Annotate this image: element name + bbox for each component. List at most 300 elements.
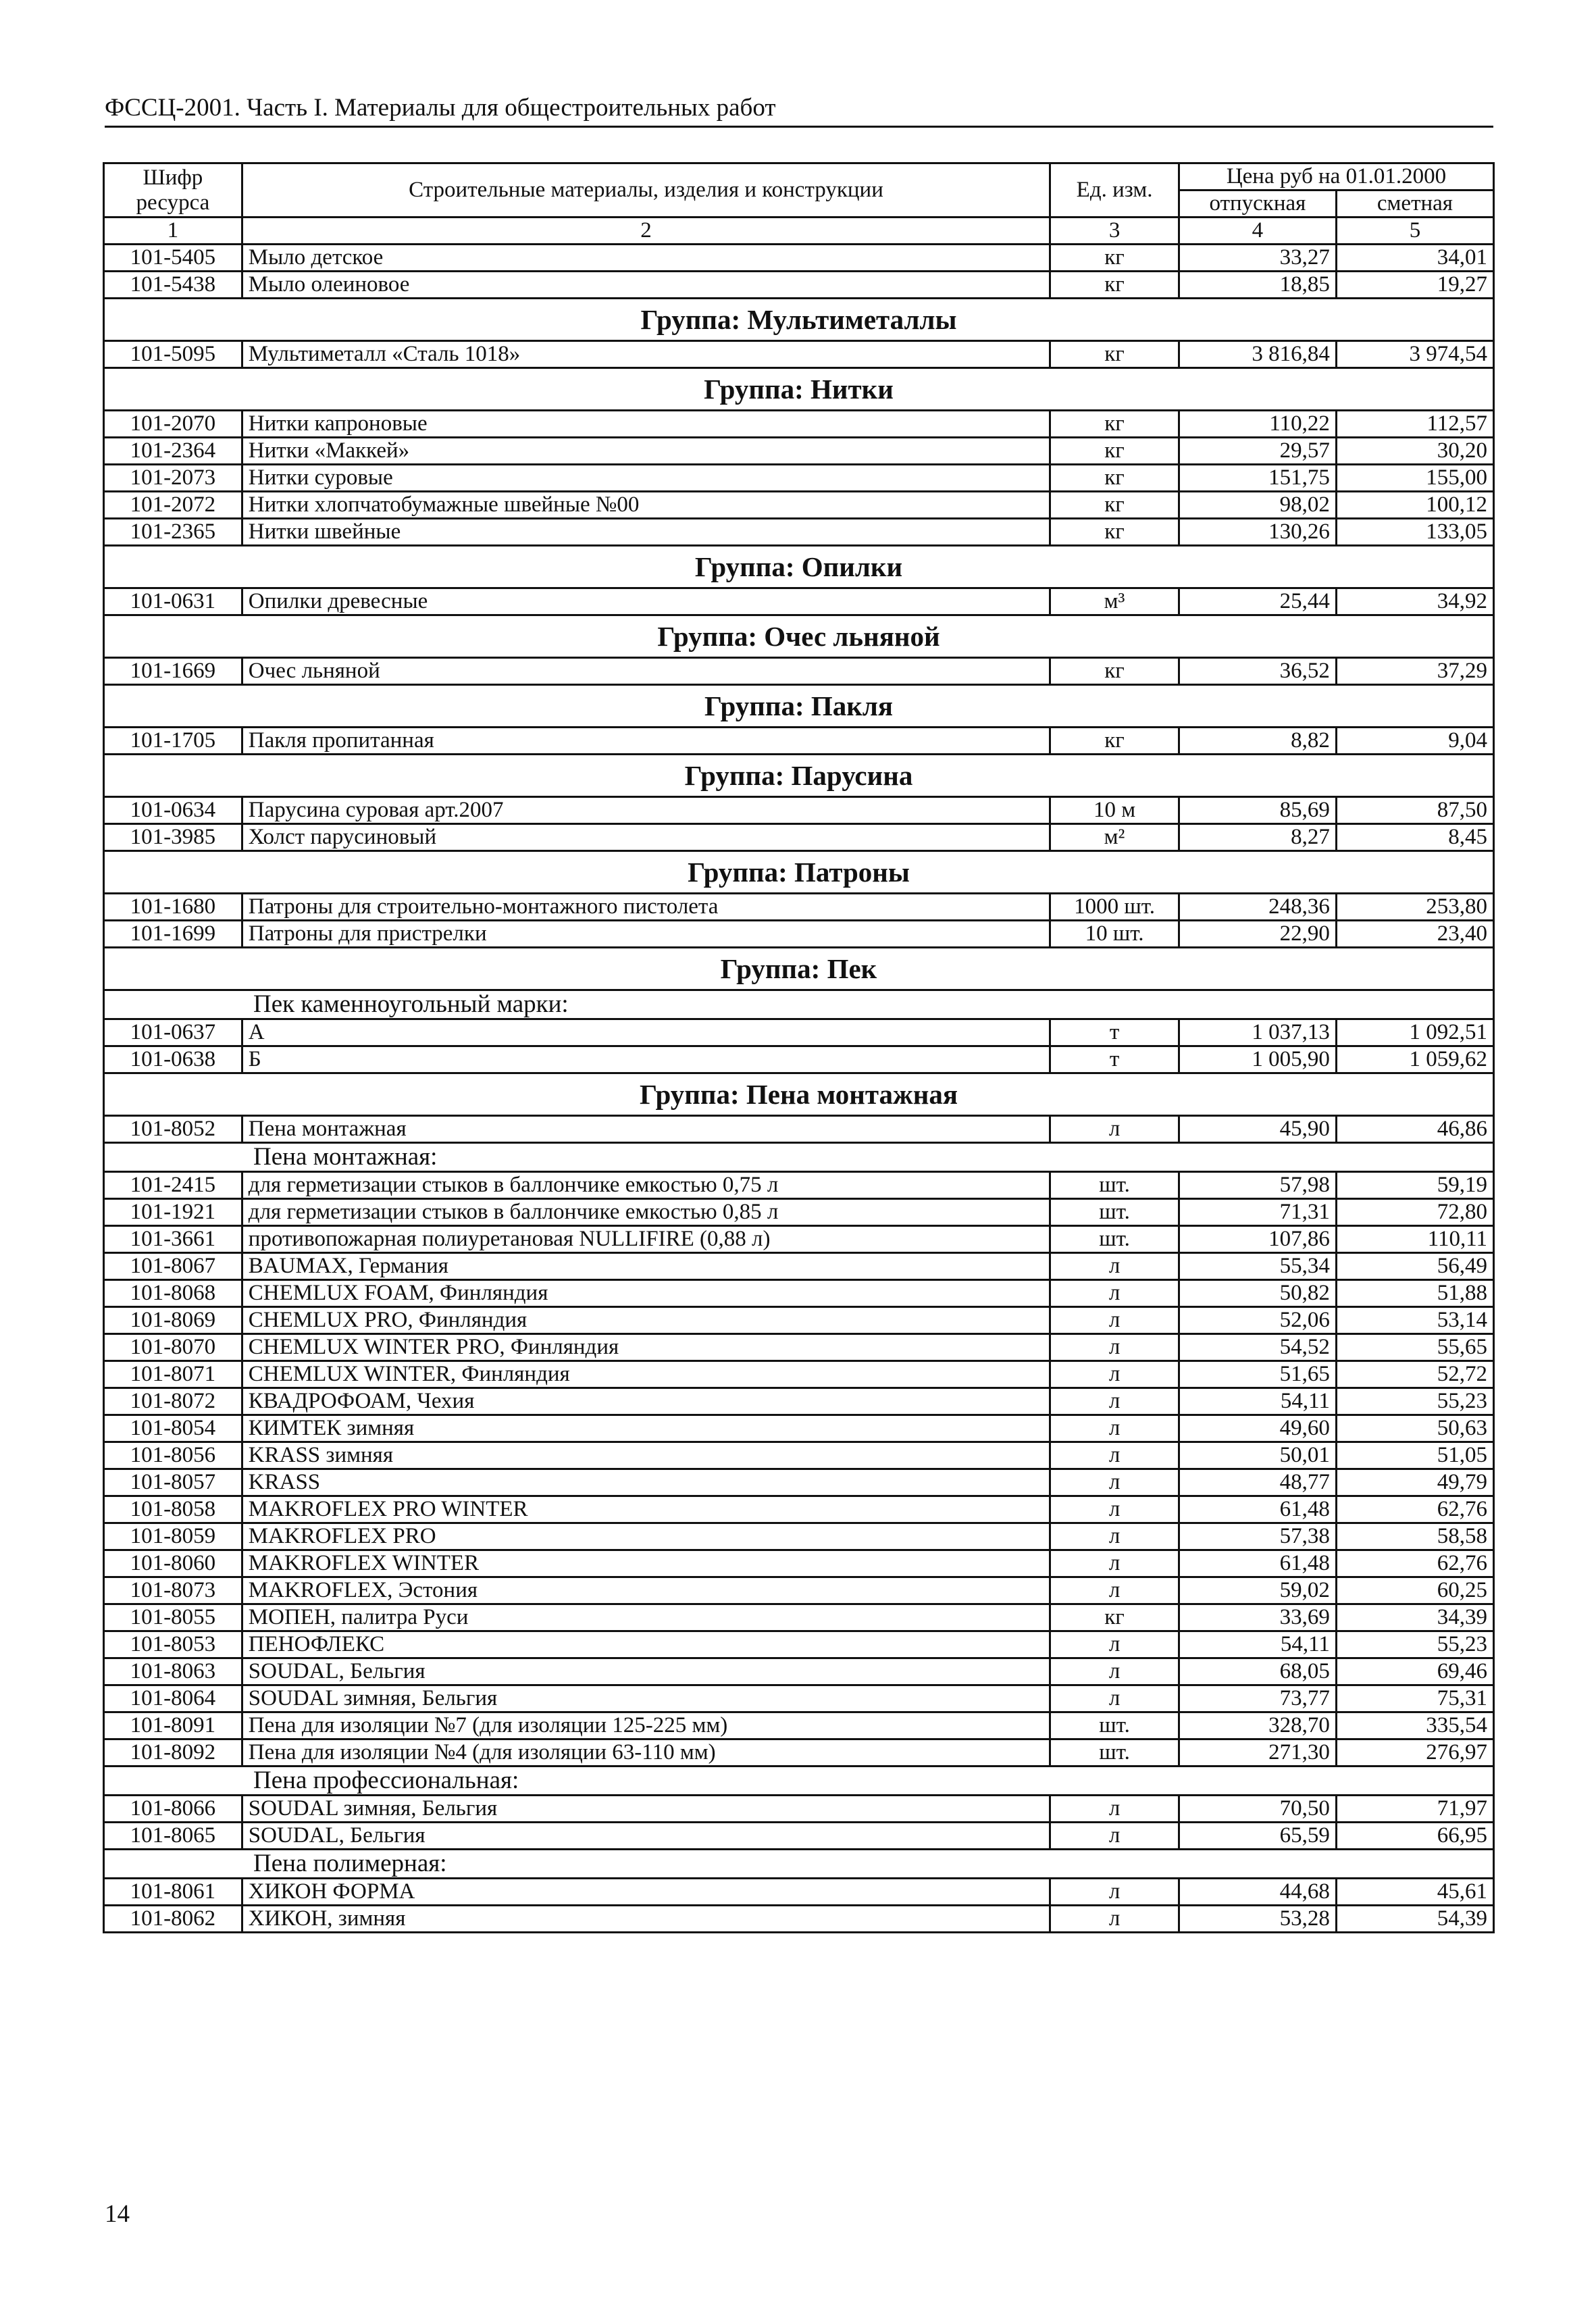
resource-code: 101-0637 <box>104 1019 242 1046</box>
table-row <box>104 894 1494 921</box>
resource-code: 101-1705 <box>104 728 242 755</box>
table-row <box>104 1550 1494 1577</box>
estimate-price: 87,50 <box>1336 797 1493 824</box>
estimate-price: 8,45 <box>1336 824 1493 851</box>
unit: л <box>1050 1361 1179 1388</box>
resource-code: 101-8052 <box>104 1116 242 1143</box>
unit: л <box>1050 1658 1179 1685</box>
material-name: Пена для изоляции №4 (для изоляции 63-110 мм) <box>242 1739 1050 1766</box>
material-name: Б <box>242 1046 1050 1073</box>
material-name: Парусина суровая арт.2007 <box>242 797 1050 824</box>
estimate-price: 59,19 <box>1336 1172 1493 1199</box>
wholesale-price: 48,77 <box>1179 1469 1336 1496</box>
resource-code: 101-8092 <box>104 1739 242 1766</box>
material-name: А <box>242 1019 1050 1046</box>
wholesale-price: 61,48 <box>1179 1496 1336 1523</box>
unit: кг <box>1050 492 1179 519</box>
unit: 10 шт. <box>1050 921 1179 948</box>
estimate-price: 71,97 <box>1336 1796 1493 1823</box>
resource-code: 101-2365 <box>104 519 242 546</box>
table-row <box>104 1496 1494 1523</box>
group-heading-row <box>104 755 1494 797</box>
page-header: ФССЦ-2001. Часть I. Материалы для общестроительных работ <box>105 93 1493 128</box>
estimate-price: 53,14 <box>1336 1307 1493 1334</box>
estimate-price: 19,27 <box>1336 272 1493 299</box>
wholesale-price: 49,60 <box>1179 1415 1336 1442</box>
resource-code: 101-8068 <box>104 1280 242 1307</box>
estimate-price: 55,23 <box>1336 1388 1493 1415</box>
wholesale-price: 8,27 <box>1179 824 1336 851</box>
group-heading: Группа: Мультиметаллы <box>104 299 1494 341</box>
unit: кг <box>1050 519 1179 546</box>
col-header-price: Цена руб на 01.01.2000 <box>1179 163 1493 190</box>
estimate-price: 49,79 <box>1336 1469 1493 1496</box>
wholesale-price: 328,70 <box>1179 1712 1336 1739</box>
unit: кг <box>1050 272 1179 299</box>
table-row <box>104 824 1494 851</box>
estimate-price: 1 059,62 <box>1336 1046 1493 1073</box>
wholesale-price: 50,82 <box>1179 1280 1336 1307</box>
group-heading-row <box>104 299 1494 341</box>
wholesale-price: 68,05 <box>1179 1658 1336 1685</box>
estimate-price: 133,05 <box>1336 519 1493 546</box>
col-number: 4 <box>1179 218 1336 245</box>
group-heading-row <box>104 368 1494 411</box>
unit: л <box>1050 1906 1179 1933</box>
table-body <box>104 245 1494 1933</box>
col-header-wholesale: отпускная <box>1179 190 1336 218</box>
material-name: для герметизации стыков в баллончике емкостью 0,75 л <box>242 1172 1050 1199</box>
wholesale-price: 54,52 <box>1179 1334 1336 1361</box>
table-row <box>104 465 1494 492</box>
table-row <box>104 1577 1494 1604</box>
material-name: Мыло детское <box>242 245 1050 272</box>
group-heading: Группа: Пакля <box>104 685 1494 728</box>
estimate-price: 52,72 <box>1336 1361 1493 1388</box>
page-number: 14 <box>105 2200 130 2228</box>
estimate-price: 112,57 <box>1336 411 1493 438</box>
wholesale-price: 52,06 <box>1179 1307 1336 1334</box>
estimate-price: 54,39 <box>1336 1906 1493 1933</box>
table-row <box>104 1307 1494 1334</box>
resource-code: 101-8054 <box>104 1415 242 1442</box>
material-name: SOUDAL зимняя, Бельгия <box>242 1796 1050 1823</box>
table-row <box>104 1796 1494 1823</box>
estimate-price: 58,58 <box>1336 1523 1493 1550</box>
wholesale-price: 248,36 <box>1179 894 1336 921</box>
resource-code: 101-5405 <box>104 245 242 272</box>
table-row <box>104 1199 1494 1226</box>
wholesale-price: 50,01 <box>1179 1442 1336 1469</box>
estimate-price: 66,95 <box>1336 1823 1493 1850</box>
material-name: Мультиметалл «Сталь 1018» <box>242 341 1050 368</box>
wholesale-price: 25,44 <box>1179 588 1336 615</box>
estimate-price: 34,92 <box>1336 588 1493 615</box>
material-name: CHEMLUX FOAM, Финляндия <box>242 1280 1050 1307</box>
estimate-price: 37,29 <box>1336 658 1493 685</box>
unit: кг <box>1050 438 1179 465</box>
table-row <box>104 1469 1494 1496</box>
wholesale-price: 51,65 <box>1179 1361 1336 1388</box>
resource-code: 101-0634 <box>104 797 242 824</box>
table-row <box>104 1019 1494 1046</box>
estimate-price: 72,80 <box>1336 1199 1493 1226</box>
col-header-code: Шифр ресурса <box>104 163 242 218</box>
resource-code: 101-8091 <box>104 1712 242 1739</box>
resource-code: 101-0638 <box>104 1046 242 1073</box>
table-row <box>104 341 1494 368</box>
resource-code: 101-3985 <box>104 824 242 851</box>
material-name: MAKROFLEX, Эстония <box>242 1577 1050 1604</box>
material-name: CHEMLUX WINTER PRO, Финляндия <box>242 1334 1050 1361</box>
material-name: ПЕНОФЛЕКС <box>242 1631 1050 1658</box>
estimate-price: 253,80 <box>1336 894 1493 921</box>
col-number: 5 <box>1336 218 1493 245</box>
group-heading-row <box>104 851 1494 894</box>
wholesale-price: 85,69 <box>1179 797 1336 824</box>
material-name: KRASS <box>242 1469 1050 1496</box>
unit: шт. <box>1050 1226 1179 1253</box>
resource-code: 101-2073 <box>104 465 242 492</box>
table-row <box>104 1280 1494 1307</box>
material-name: противопожарная полиуретановая NULLIFIRE (0,88 л) <box>242 1226 1050 1253</box>
wholesale-price: 151,75 <box>1179 465 1336 492</box>
resource-code: 101-2072 <box>104 492 242 519</box>
estimate-price: 50,63 <box>1336 1415 1493 1442</box>
table-row <box>104 1361 1494 1388</box>
wholesale-price: 1 037,13 <box>1179 1019 1336 1046</box>
resource-code: 101-1669 <box>104 658 242 685</box>
estimate-price: 335,54 <box>1336 1712 1493 1739</box>
estimate-price: 155,00 <box>1336 465 1493 492</box>
table-row <box>104 1523 1494 1550</box>
unit: л <box>1050 1388 1179 1415</box>
material-name: KRASS зимняя <box>242 1442 1050 1469</box>
unit: л <box>1050 1631 1179 1658</box>
subgroup-heading: Пена профессиональная: <box>104 1766 1494 1796</box>
material-name: Очес льняной <box>242 658 1050 685</box>
subgroup-heading-row <box>104 1850 1494 1879</box>
estimate-price: 1 092,51 <box>1336 1019 1493 1046</box>
resource-code: 101-2364 <box>104 438 242 465</box>
table-row <box>104 1879 1494 1906</box>
resource-code: 101-8064 <box>104 1685 242 1712</box>
material-name: ХИКОН ФОРМА <box>242 1879 1050 1906</box>
material-name: КВАДРОФОАМ, Чехия <box>242 1388 1050 1415</box>
table-row <box>104 519 1494 546</box>
wholesale-price: 1 005,90 <box>1179 1046 1336 1073</box>
group-heading-row <box>104 1073 1494 1116</box>
price-table <box>103 162 1495 1933</box>
table-row <box>104 1685 1494 1712</box>
table-row <box>104 588 1494 615</box>
estimate-price: 46,86 <box>1336 1116 1493 1143</box>
resource-code: 101-8071 <box>104 1361 242 1388</box>
wholesale-price: 55,34 <box>1179 1253 1336 1280</box>
group-heading: Группа: Очес льняной <box>104 615 1494 658</box>
resource-code: 101-8058 <box>104 1496 242 1523</box>
unit: л <box>1050 1823 1179 1850</box>
col-header-name: Строительные материалы, изделия и конструкции <box>242 163 1050 218</box>
col-number: 3 <box>1050 218 1179 245</box>
table-row <box>104 1739 1494 1766</box>
wholesale-price: 54,11 <box>1179 1388 1336 1415</box>
table-row <box>104 1046 1494 1073</box>
resource-code: 101-0631 <box>104 588 242 615</box>
col-number: 1 <box>104 218 242 245</box>
resource-code: 101-2415 <box>104 1172 242 1199</box>
wholesale-price: 59,02 <box>1179 1577 1336 1604</box>
wholesale-price: 22,90 <box>1179 921 1336 948</box>
group-heading-row <box>104 685 1494 728</box>
group-heading: Группа: Опилки <box>104 546 1494 588</box>
resource-code: 101-8072 <box>104 1388 242 1415</box>
table-row <box>104 1712 1494 1739</box>
resource-code: 101-8065 <box>104 1823 242 1850</box>
table-row <box>104 438 1494 465</box>
material-name: Нитки капроновые <box>242 411 1050 438</box>
estimate-price: 56,49 <box>1336 1253 1493 1280</box>
wholesale-price: 271,30 <box>1179 1739 1336 1766</box>
estimate-price: 3 974,54 <box>1336 341 1493 368</box>
unit: л <box>1050 1685 1179 1712</box>
wholesale-price: 57,98 <box>1179 1172 1336 1199</box>
estimate-price: 45,61 <box>1336 1879 1493 1906</box>
unit: 10 м <box>1050 797 1179 824</box>
unit: л <box>1050 1116 1179 1143</box>
wholesale-price: 33,69 <box>1179 1604 1336 1631</box>
wholesale-price: 65,59 <box>1179 1823 1336 1850</box>
wholesale-price: 71,31 <box>1179 1199 1336 1226</box>
material-name: Нитки «Маккей» <box>242 438 1050 465</box>
wholesale-price: 3 816,84 <box>1179 341 1336 368</box>
unit: л <box>1050 1550 1179 1577</box>
table-row <box>104 1334 1494 1361</box>
group-heading: Группа: Парусина <box>104 755 1494 797</box>
group-heading: Группа: Пена монтажная <box>104 1073 1494 1116</box>
subgroup-heading: Пена монтажная: <box>104 1143 1494 1172</box>
table-row <box>104 1442 1494 1469</box>
subgroup-heading-row <box>104 1766 1494 1796</box>
resource-code: 101-8056 <box>104 1442 242 1469</box>
material-name: Холст парусиновый <box>242 824 1050 851</box>
resource-code: 101-8055 <box>104 1604 242 1631</box>
material-name: Нитки швейные <box>242 519 1050 546</box>
resource-code: 101-8070 <box>104 1334 242 1361</box>
estimate-price: 55,23 <box>1336 1631 1493 1658</box>
table-row <box>104 1823 1494 1850</box>
wholesale-price: 33,27 <box>1179 245 1336 272</box>
resource-code: 101-8061 <box>104 1879 242 1906</box>
unit: т <box>1050 1046 1179 1073</box>
table-row <box>104 1172 1494 1199</box>
estimate-price: 62,76 <box>1336 1496 1493 1523</box>
unit: шт. <box>1050 1739 1179 1766</box>
table-row <box>104 1415 1494 1442</box>
estimate-price: 55,65 <box>1336 1334 1493 1361</box>
table-row <box>104 728 1494 755</box>
table-row <box>104 1604 1494 1631</box>
unit: шт. <box>1050 1199 1179 1226</box>
wholesale-price: 44,68 <box>1179 1879 1336 1906</box>
material-name: BAUMAX, Германия <box>242 1253 1050 1280</box>
table-row <box>104 921 1494 948</box>
subgroup-heading: Пек каменноугольный марки: <box>104 990 1494 1019</box>
estimate-price: 51,88 <box>1336 1280 1493 1307</box>
material-name: Нитки хлопчатобумажные швейные №00 <box>242 492 1050 519</box>
wholesale-price: 98,02 <box>1179 492 1336 519</box>
unit: л <box>1050 1496 1179 1523</box>
estimate-price: 75,31 <box>1336 1685 1493 1712</box>
resource-code: 101-8069 <box>104 1307 242 1334</box>
unit: т <box>1050 1019 1179 1046</box>
unit: л <box>1050 1253 1179 1280</box>
table-row <box>104 1253 1494 1280</box>
table-row <box>104 1116 1494 1143</box>
unit: л <box>1050 1280 1179 1307</box>
estimate-price: 60,25 <box>1336 1577 1493 1604</box>
material-name: MAKROFLEX PRO <box>242 1523 1050 1550</box>
material-name: Пена для изоляции №7 (для изоляции 125-225 мм) <box>242 1712 1050 1739</box>
material-name: Патроны для строительно-монтажного пистолета <box>242 894 1050 921</box>
material-name: SOUDAL, Бельгия <box>242 1658 1050 1685</box>
unit: шт. <box>1050 1172 1179 1199</box>
table-row <box>104 1226 1494 1253</box>
material-name: Опилки древесные <box>242 588 1050 615</box>
unit: л <box>1050 1334 1179 1361</box>
table-row <box>104 1658 1494 1685</box>
resource-code: 101-8059 <box>104 1523 242 1550</box>
wholesale-price: 73,77 <box>1179 1685 1336 1712</box>
estimate-price: 110,11 <box>1336 1226 1493 1253</box>
col-header-estimate: сметная <box>1336 190 1493 218</box>
wholesale-price: 53,28 <box>1179 1906 1336 1933</box>
material-name: МОПЕН, палитра Руси <box>242 1604 1050 1631</box>
estimate-price: 62,76 <box>1336 1550 1493 1577</box>
estimate-price: 100,12 <box>1336 492 1493 519</box>
unit: м² <box>1050 824 1179 851</box>
table-row <box>104 245 1494 272</box>
table-row <box>104 272 1494 299</box>
estimate-price: 51,05 <box>1336 1442 1493 1469</box>
resource-code: 101-3661 <box>104 1226 242 1253</box>
wholesale-price: 130,26 <box>1179 519 1336 546</box>
resource-code: 101-8060 <box>104 1550 242 1577</box>
wholesale-price: 36,52 <box>1179 658 1336 685</box>
unit: кг <box>1050 341 1179 368</box>
table-row <box>104 658 1494 685</box>
estimate-price: 276,97 <box>1336 1739 1493 1766</box>
material-name: MAKROFLEX PRO WINTER <box>242 1496 1050 1523</box>
resource-code: 101-5095 <box>104 341 242 368</box>
col-header-unit: Ед. изм. <box>1050 163 1179 218</box>
unit: л <box>1050 1307 1179 1334</box>
material-name: КИМТЕК зимняя <box>242 1415 1050 1442</box>
resource-code: 101-8073 <box>104 1577 242 1604</box>
col-number: 2 <box>242 218 1050 245</box>
wholesale-price: 54,11 <box>1179 1631 1336 1658</box>
estimate-price: 34,39 <box>1336 1604 1493 1631</box>
material-name: SOUDAL зимняя, Бельгия <box>242 1685 1050 1712</box>
estimate-price: 34,01 <box>1336 245 1493 272</box>
wholesale-price: 61,48 <box>1179 1550 1336 1577</box>
unit: л <box>1050 1415 1179 1442</box>
resource-code: 101-8062 <box>104 1906 242 1933</box>
group-heading-row <box>104 546 1494 588</box>
unit: л <box>1050 1469 1179 1496</box>
material-name: MAKROFLEX WINTER <box>242 1550 1050 1577</box>
unit: м³ <box>1050 588 1179 615</box>
group-heading: Группа: Пек <box>104 948 1494 990</box>
material-name: CHEMLUX WINTER, Финляндия <box>242 1361 1050 1388</box>
material-name: SOUDAL, Бельгия <box>242 1823 1050 1850</box>
resource-code: 101-8067 <box>104 1253 242 1280</box>
resource-code: 101-1680 <box>104 894 242 921</box>
estimate-price: 69,46 <box>1336 1658 1493 1685</box>
unit: кг <box>1050 245 1179 272</box>
subgroup-heading: Пена полимерная: <box>104 1850 1494 1879</box>
resource-code: 101-1921 <box>104 1199 242 1226</box>
resource-code: 101-8066 <box>104 1796 242 1823</box>
material-name: Пена монтажная <box>242 1116 1050 1143</box>
table-row <box>104 1906 1494 1933</box>
estimate-price: 30,20 <box>1336 438 1493 465</box>
group-heading: Группа: Нитки <box>104 368 1494 411</box>
subgroup-heading-row <box>104 1143 1494 1172</box>
wholesale-price: 110,22 <box>1179 411 1336 438</box>
resource-code: 101-5438 <box>104 272 242 299</box>
unit: кг <box>1050 1604 1179 1631</box>
resource-code: 101-8063 <box>104 1658 242 1685</box>
wholesale-price: 8,82 <box>1179 728 1336 755</box>
material-name: Пакля пропитанная <box>242 728 1050 755</box>
table-row <box>104 492 1494 519</box>
estimate-price: 9,04 <box>1336 728 1493 755</box>
resource-code: 101-8057 <box>104 1469 242 1496</box>
unit: л <box>1050 1523 1179 1550</box>
table-row <box>104 411 1494 438</box>
material-name: Патроны для пристрелки <box>242 921 1050 948</box>
unit: л <box>1050 1442 1179 1469</box>
material-name: ХИКОН, зимняя <box>242 1906 1050 1933</box>
group-heading-row <box>104 948 1494 990</box>
wholesale-price: 29,57 <box>1179 438 1336 465</box>
subgroup-heading-row <box>104 990 1494 1019</box>
unit: кг <box>1050 658 1179 685</box>
resource-code: 101-8053 <box>104 1631 242 1658</box>
column-numbers-row <box>104 218 1494 245</box>
table-row <box>104 1388 1494 1415</box>
wholesale-price: 18,85 <box>1179 272 1336 299</box>
material-name: CHEMLUX PRO, Финляндия <box>242 1307 1050 1334</box>
group-heading: Группа: Патроны <box>104 851 1494 894</box>
material-name: для герметизации стыков в баллончике емкостью 0,85 л <box>242 1199 1050 1226</box>
wholesale-price: 70,50 <box>1179 1796 1336 1823</box>
unit: л <box>1050 1796 1179 1823</box>
resource-code: 101-2070 <box>104 411 242 438</box>
table-header-row <box>104 163 1494 190</box>
table-row <box>104 1631 1494 1658</box>
unit: кг <box>1050 411 1179 438</box>
unit: 1000 шт. <box>1050 894 1179 921</box>
estimate-price: 23,40 <box>1336 921 1493 948</box>
unit: л <box>1050 1879 1179 1906</box>
wholesale-price: 45,90 <box>1179 1116 1336 1143</box>
material-name: Нитки суровые <box>242 465 1050 492</box>
group-heading-row <box>104 615 1494 658</box>
unit: кг <box>1050 728 1179 755</box>
unit: кг <box>1050 465 1179 492</box>
